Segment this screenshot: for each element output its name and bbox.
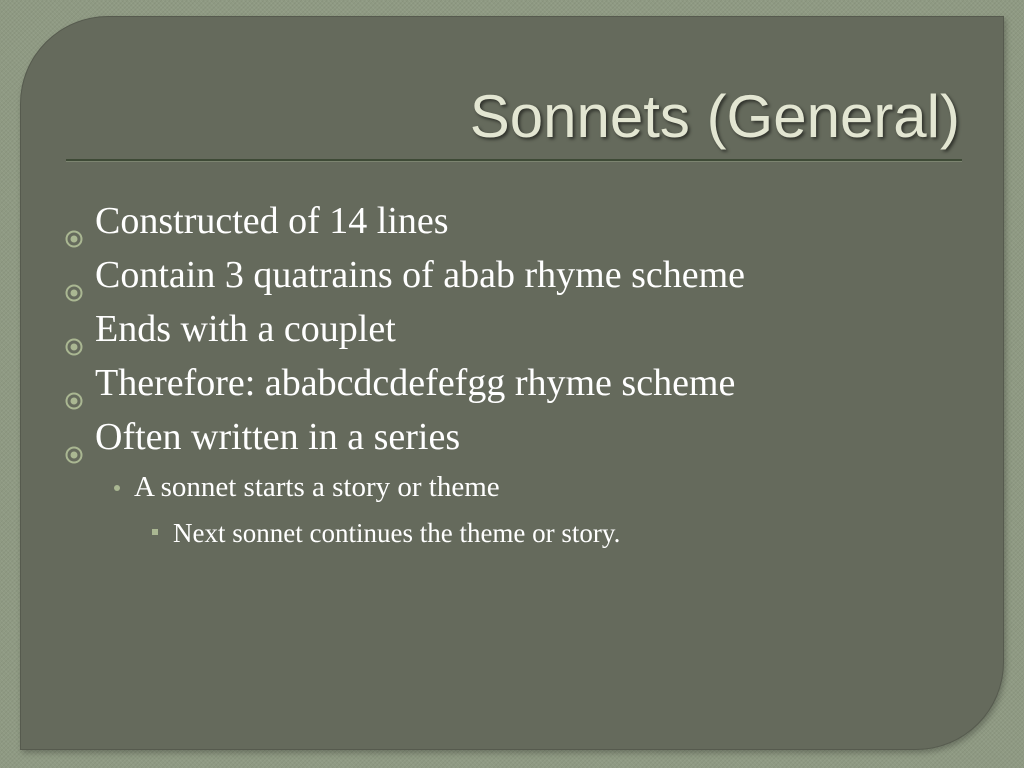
bullet-text: Ends with a couplet [95,308,396,350]
target-bullet-icon [64,426,84,446]
sub-bullet-text: A sonnet starts a story or theme [134,471,500,503]
sub-sub-bullet-item [152,510,824,556]
slide-title: Sonnets (General) [469,83,960,150]
sub-bullet-item [114,464,824,510]
bullet-text: Constructed of 14 lines [95,200,449,242]
slide-content [64,194,824,556]
bullet-text: Contain 3 quatrains of abab rhyme scheme [95,254,746,296]
bullet-item [64,194,824,248]
target-bullet-icon [64,318,84,338]
target-bullet-icon [64,264,84,284]
target-bullet-icon [64,372,84,392]
slide-panel [20,16,1004,750]
bullet-text: Therefore: ababcdcdefefgg rhyme scheme [95,362,736,404]
bullet-item [64,248,824,302]
target-bullet-icon [64,210,84,230]
sub-sub-bullet-text: Next sonnet continues the theme or story. [173,518,621,548]
title-divider [66,159,962,161]
bullet-text: Often written in a series [95,416,461,458]
bullet-item [64,302,824,356]
bullet-item [64,356,824,410]
bullet-item [64,410,824,464]
